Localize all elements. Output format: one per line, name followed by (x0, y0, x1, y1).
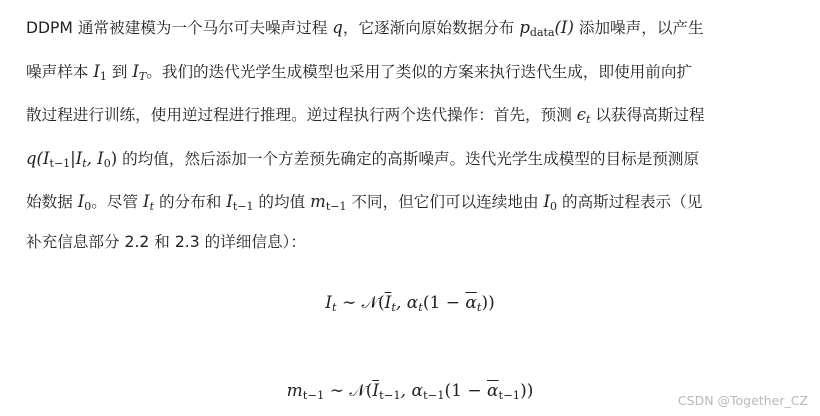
math-symbol: (1 − (444, 381, 488, 401)
math-symbol: ∼ 𝒩( (336, 293, 385, 313)
math-symbol: q (332, 18, 343, 37)
paragraph-line-3 (26, 103, 705, 127)
math-symbol: I (143, 192, 150, 211)
math-symbol: q(I (26, 149, 50, 168)
math-symbol: )) (481, 293, 495, 313)
math-i0 (78, 192, 92, 211)
math-subscript: t−1 (49, 156, 71, 170)
math-subscript: t−1 (232, 199, 254, 213)
math-symbol: m (310, 192, 326, 211)
math-symbol: I (226, 192, 233, 211)
math-i0 (544, 192, 558, 211)
math-symbol: , α (395, 293, 419, 313)
math-symbol: I (543, 192, 551, 211)
math-subscript: t (586, 112, 591, 126)
math-subscript: 1 (99, 69, 107, 83)
math-symbol: $\overline{\alpha}$ (465, 293, 477, 313)
text-span: 。我们的迭代光学生成模型也采用了类似的方案来执行迭代生成，即使用前向扩 (146, 63, 693, 81)
math-subscript: t−1 (379, 387, 401, 402)
math-subscript: t−1 (325, 199, 347, 213)
math-symbol: (1 − (422, 293, 466, 313)
text-span: 到 (106, 63, 133, 81)
math-symbol: ) (110, 149, 118, 168)
math-subscript: t (331, 299, 337, 314)
watermark: CSDN @Together_CZ (677, 393, 808, 408)
math-symbol: ϵ (576, 105, 586, 124)
math-subscript: t−1 (422, 387, 445, 402)
math-subscript: t (149, 199, 154, 213)
paragraph-line-6 (26, 230, 306, 254)
math-symbol: $\overline{\alpha}$ (487, 381, 499, 401)
math-symbol: (I) (554, 18, 574, 37)
math-symbol: ∼ 𝒩( (324, 381, 373, 401)
math-symbol: $\overline{I}$ (372, 381, 380, 401)
math-symbol: , α (400, 381, 423, 401)
math-symbol: I (77, 192, 85, 211)
equation-1 (0, 291, 820, 315)
text-span: 噪声样本 (26, 63, 94, 81)
math-symbol: p (519, 18, 530, 37)
math-subscript: t (476, 299, 482, 314)
text-span: ，它逐渐向原始数据分布 (342, 19, 520, 37)
math-subscript: t−1 (302, 387, 325, 402)
text-span: 添加噪声，以产生 (573, 19, 704, 37)
math-epsilon (577, 105, 591, 124)
math-subscript: t (418, 299, 423, 314)
math-symbol: , I (86, 149, 104, 168)
math-subscript: data (529, 25, 555, 39)
text-span: 的均值 (253, 193, 311, 211)
math-it-minus-1 (226, 192, 253, 211)
text-span: 的高斯过程表示（见 (557, 193, 703, 211)
math-it (132, 62, 146, 81)
math-p-data (519, 18, 574, 37)
text-span: DDPM 通常被建模为一个马尔可夫噪声过程 (26, 19, 333, 37)
math-subscript: t−1 (498, 387, 521, 402)
paragraph-line-4 (26, 147, 699, 171)
paragraph-line-1 (26, 16, 704, 40)
math-symbol: m (286, 381, 303, 401)
math-subscript: 0 (550, 199, 558, 213)
math-subscript: 0 (84, 199, 92, 213)
paragraph-line-5 (26, 190, 702, 214)
math-symbol: |I (70, 149, 83, 168)
paragraph-line-2 (26, 60, 692, 84)
text-span: 的均值，然后添加一个方差预先确定的高斯噪声。迭代光学生成模型的目标是预测原 (117, 150, 700, 168)
math-symbol: I (93, 62, 100, 81)
math-subscript: 0 (103, 156, 111, 170)
text-span: 散过程进行训练，使用逆过程进行推理。逆过程执行两个迭代操作：首先，预测 (26, 106, 577, 124)
math-subscript: t (391, 299, 396, 314)
text-span: 不同，但它们可以连续地由 (346, 193, 544, 211)
math-i1 (93, 62, 107, 81)
math-symbol: $\overline{I}$ (384, 293, 392, 313)
math-symbol: )) (520, 381, 534, 401)
math-it (143, 192, 154, 211)
text-span: 的分布和 (153, 193, 227, 211)
math-q-conditional (26, 149, 117, 168)
math-symbol: I (132, 62, 139, 81)
math-subscript: T (138, 69, 147, 83)
math-q (332, 18, 343, 37)
math-m-t-minus-1 (310, 192, 346, 211)
math-symbol: I (325, 293, 332, 313)
text-span: 。尽管 (91, 193, 144, 211)
text-span: 以获得高斯过程 (590, 106, 705, 124)
text-span: 始数据 (26, 193, 78, 211)
math-subscript: t (82, 156, 87, 170)
text-span: 补充信息部分 2.2 和 2.3 的详细信息）： (26, 233, 306, 251)
